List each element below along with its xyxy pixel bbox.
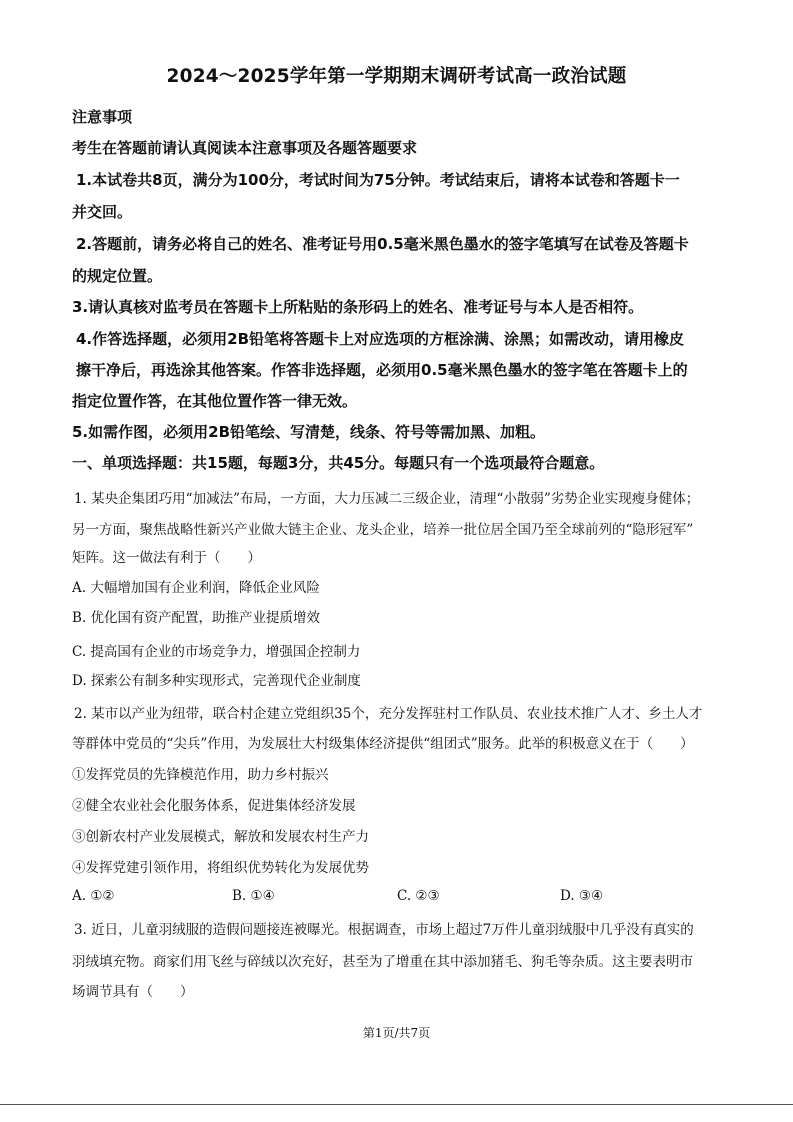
notice-item-1a: 1.本试卷共8页，满分为100分，考试时间为75分钟。考试结束后，请将本试卷和答题卡一 <box>76 171 680 189</box>
q1-option-b: B. 优化国有资产配置，助推产业提质增效 <box>72 610 321 626</box>
q2-statement-1: ①发挥党员的先锋模范作用，助力乡村振兴 <box>72 767 329 783</box>
notice-item-1b: 并交回。 <box>72 203 133 221</box>
q2-option-a: A. ①② <box>72 888 115 904</box>
q3-stem-line-3: 场调节具有（ ） <box>72 984 194 1000</box>
notice-item-4c: 指定位置作答，在其他位置作答一律无效。 <box>72 392 358 410</box>
notice-item-4a: 4.作答选择题，必须用2B铅笔将答题卡上对应选项的方框涂满、涂黑；如需改动，请用橡皮 <box>76 330 685 348</box>
q1-option-a: A. 大幅增加国有企业利润，降低企业风险 <box>72 580 320 596</box>
notice-item-2a: 2.答题前，请务必将自己的姓名、准考证号用0.5毫米黑色墨水的签字笔填写在试卷及答题卡 <box>76 235 689 253</box>
q1-option-d: D. 探索公有制多种实现形式，完善现代企业制度 <box>72 673 361 689</box>
q2-option-d: D. ③④ <box>560 888 604 904</box>
q2-statement-2: ②健全农业社会化服务体系，促进集体经济发展 <box>72 798 356 814</box>
notice-item-4b: 擦干净后，再选涂其他答案。作答非选择题，必须用0.5毫米黑色墨水的签字笔在答题卡上的 <box>76 361 688 379</box>
q1-stem-line-2: 另一方面，聚焦战略性新兴产业做大链主企业、龙头企业，培养一批位居全国乃至全球前列的“隐形冠军” <box>72 522 694 538</box>
page-bottom-border <box>0 1104 793 1105</box>
page-title: 2024～2025学年第一学期期末调研考试高一政治试题 <box>166 66 627 87</box>
q3-stem-line-1: 3. 近日，儿童羽绒服的造假问题接连被曝光。根据调查，市场上超过7万件儿童羽绒服中几乎没有真实的 <box>74 922 694 938</box>
q1-stem-line-1: 1. 某央企集团巧用“加减法”布局，一方面，大力压减二三级企业，清理“小散弱”劣势企业实现瘦身健体； <box>74 491 700 507</box>
q2-statement-4: ④发挥党建引领作用，将组织优势转化为发展优势 <box>72 860 369 876</box>
q1-stem-line-3: 矩阵。这一做法有利于（ ） <box>72 550 261 566</box>
page-footer: 第1页/共7页 <box>362 1026 431 1040</box>
q2-option-c: C. ②③ <box>397 888 440 904</box>
q2-stem-line-2: 等群体中党员的“尖兵”作用，为发展壮大村级集体经济提供“组团式”服务。此举的积极意义在于（ ） <box>72 736 694 752</box>
q2-stem-line-1: 2. 某市以产业为纽带，联合村企建立党组织35个，充分发挥驻村工作队员、农业技术推广人才、乡土人才 <box>74 706 703 722</box>
notice-item-5: 5.如需作图，必须用2B铅笔绘、写清楚，线条、符号等需加黑、加粗。 <box>72 423 546 441</box>
notice-item-2b: 的规定位置。 <box>72 267 163 285</box>
section-heading: 一、单项选择题：共15题，每题3分，共45分。每题只有一个选项最符合题意。 <box>72 454 605 472</box>
q2-statement-3: ③创新农村产业发展模式，解放和发展农村生产力 <box>72 829 369 845</box>
notice-subheading: 考生在答题前请认真阅读本注意事项及各题答题要求 <box>72 139 418 157</box>
notice-item-3: 3.请认真核对监考员在答题卡上所粘贴的条形码上的姓名、准考证号与本人是否相符。 <box>72 298 644 316</box>
q3-stem-line-2: 羽绒填充物。商家们用飞丝与碎绒以次充好，甚至为了增重在其中添加猪毛、狗毛等杂质。这主要表明市 <box>72 954 693 970</box>
q1-option-c: C. 提高国有企业的市场竞争力，增强国企控制力 <box>72 644 361 660</box>
q2-option-b: B. ①④ <box>232 888 275 904</box>
notice-heading: 注意事项 <box>72 108 133 126</box>
